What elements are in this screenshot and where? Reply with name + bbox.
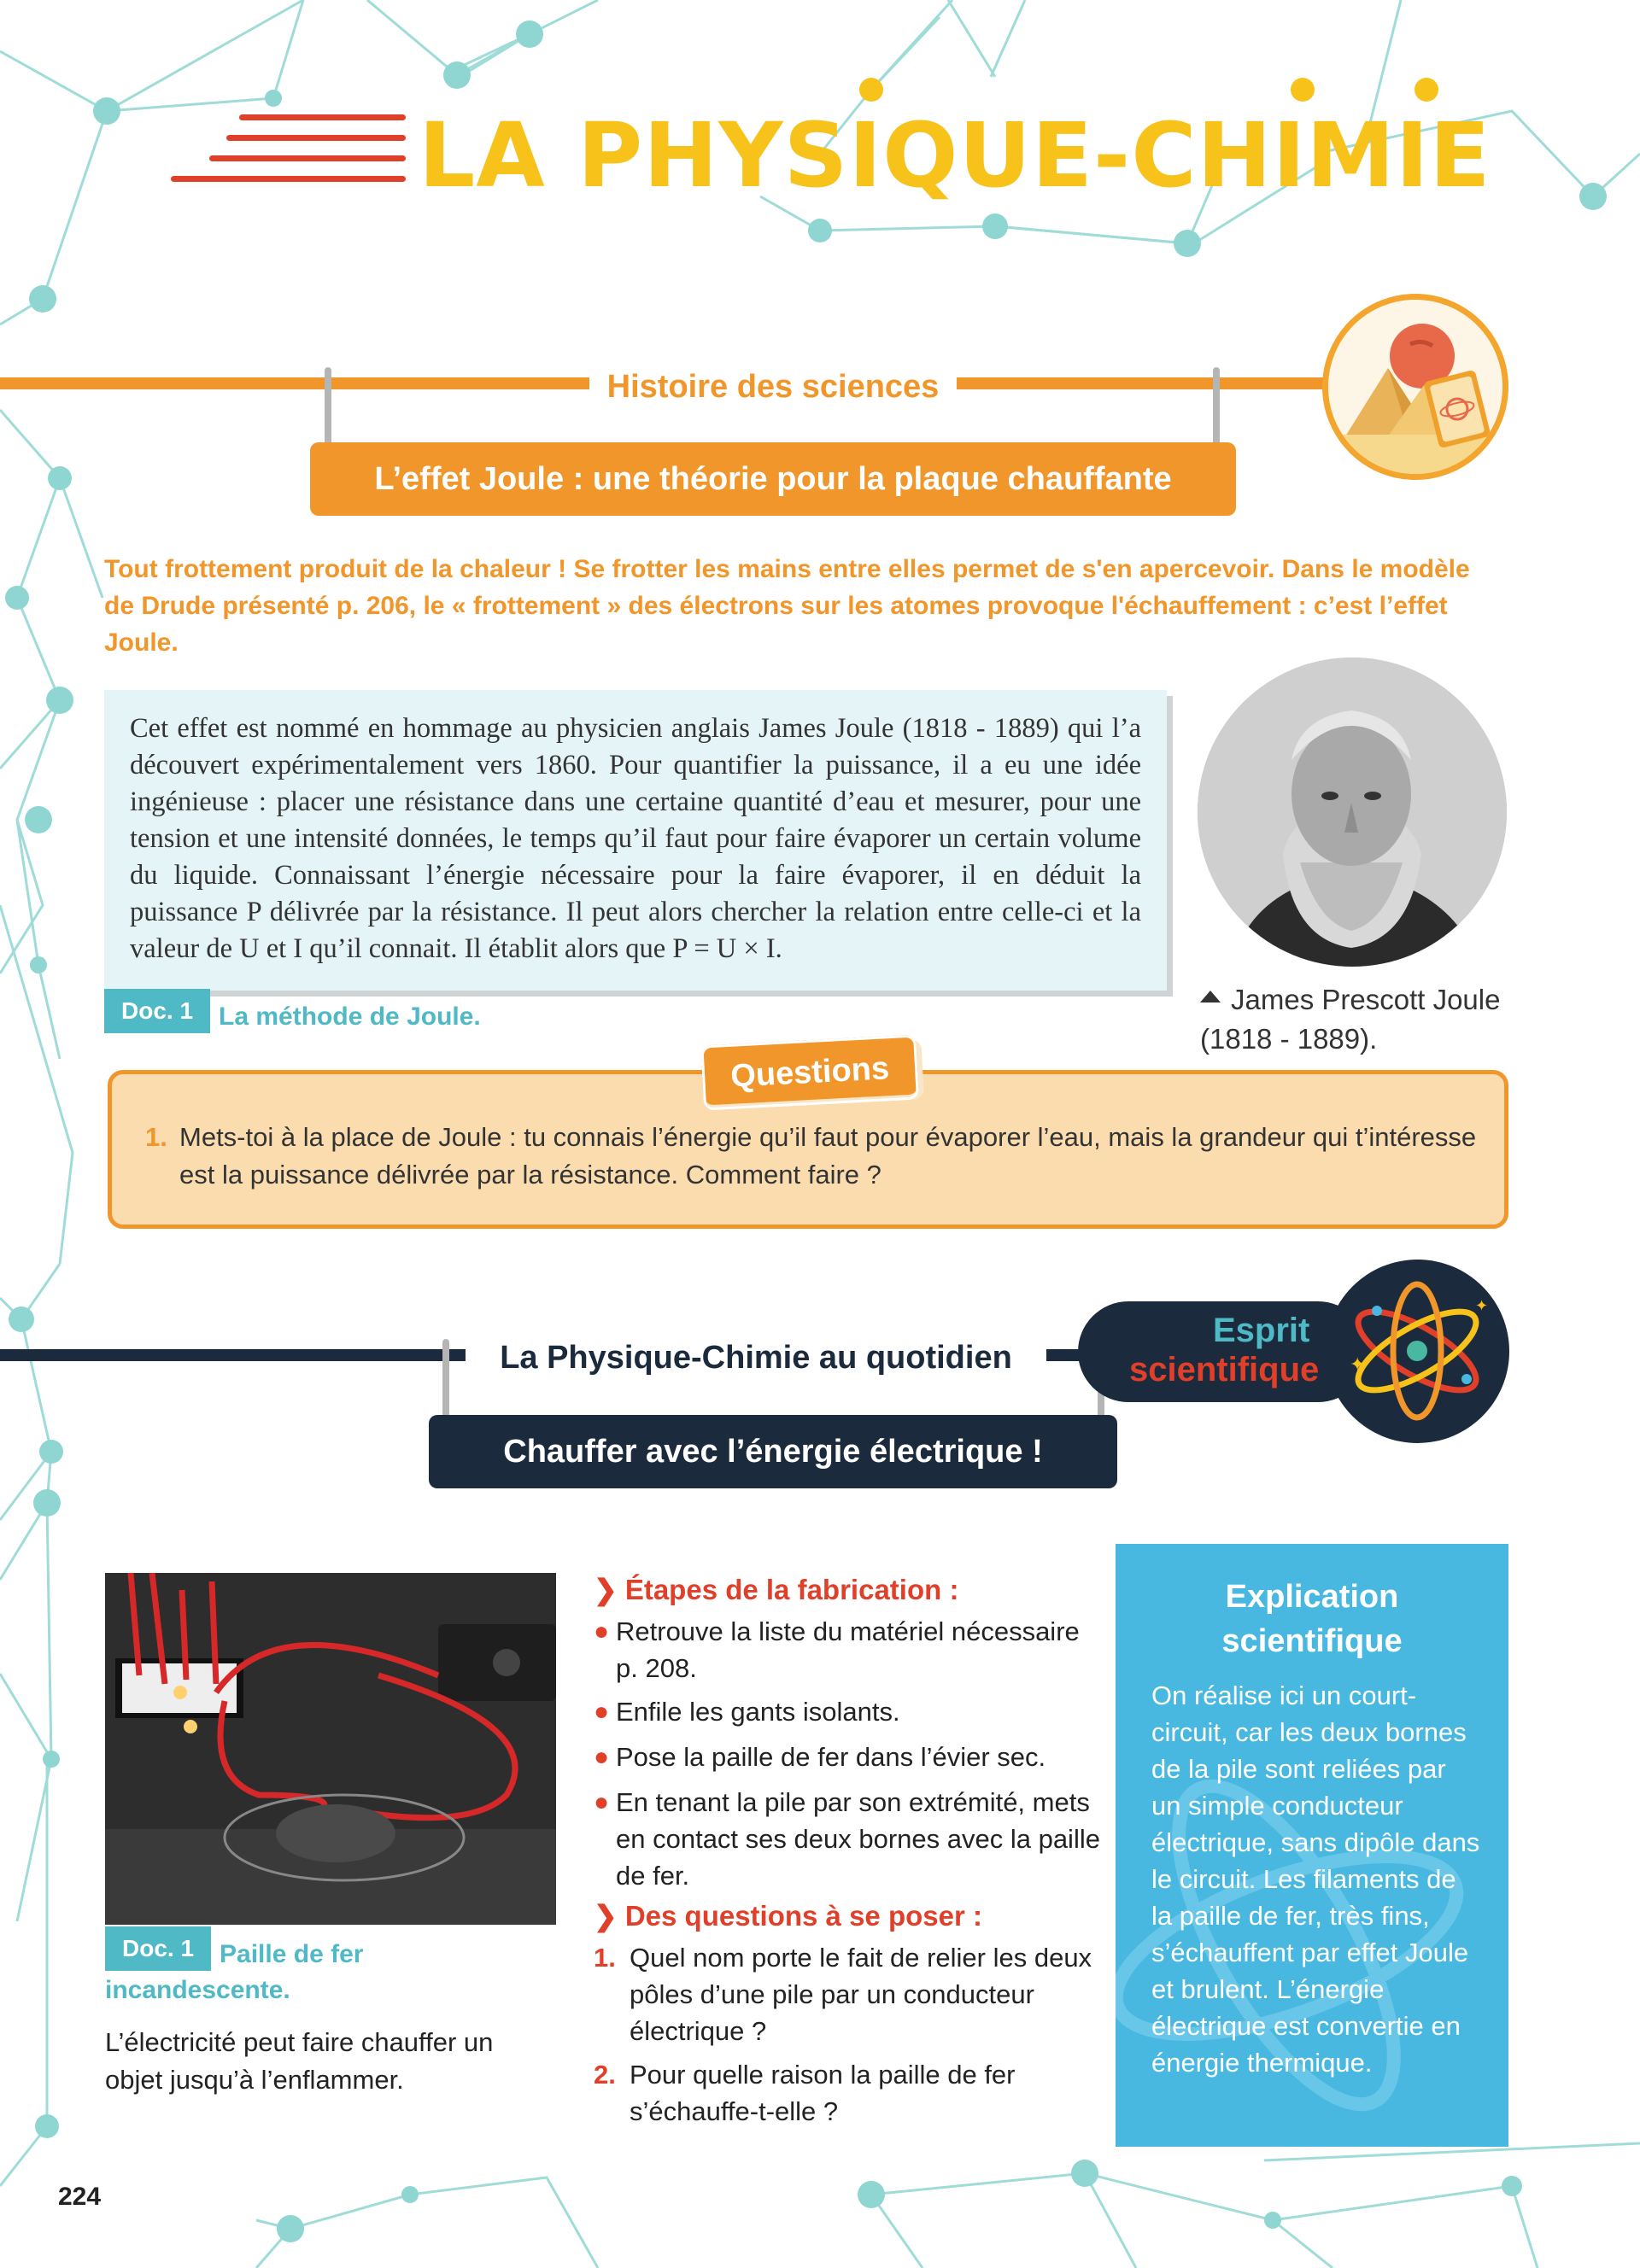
effet-joule-title: L’effet Joule : une théorie pour la plaque chauffante bbox=[310, 442, 1236, 516]
portrait-caption bbox=[1200, 980, 1525, 1059]
question-item bbox=[145, 1119, 1478, 1194]
joule-method-text: Cet effet est nommé en hommage au physicien anglais James Joule (1818 - 1889) qui l’a découvert expérimentalement vers 1860. Pour quantifier la puissance, il a eu une idée ingénieuse : placer une résistance dans une certaine quantité d’eau et mesurer, pour une tension et une intensité données, le temps qu’il faut pour faire évaporer un certain volume du liquide. Connaissant l’énergie nécessaire pour la faire évaporer, il en déduit la puissance P délivrée par la résistance. Il peut alors chercher la relation entre celle-ci et la valeur de U et I qu’il connait. Il établit alors que P = U × I. bbox=[130, 713, 1141, 964]
steps-heading-text: Étapes de la fabrication : bbox=[624, 1574, 959, 1605]
doc-tag-2: Doc. 1 bbox=[105, 1926, 211, 1971]
list-item: ● Retrouve la liste du matériel nécessaire p. 208. bbox=[594, 1613, 1106, 1686]
questions-heading: ❯ Des questions à se poser : bbox=[594, 1900, 982, 1932]
scientifique-label: scientifique bbox=[1129, 1351, 1320, 1388]
steps-column bbox=[594, 1571, 1106, 2130]
questions-heading-text: Des questions à se poser : bbox=[624, 1900, 982, 1932]
page-number: 224 bbox=[58, 2183, 102, 2211]
doc-caption-text: La méthode de Joule. bbox=[219, 1002, 481, 1031]
photo-description: L’électricité peut faire chauffer un objet jusqu’à l’enflammer. bbox=[105, 2027, 494, 2095]
list-item bbox=[594, 1939, 1106, 2049]
doc-tag: Doc. 1 bbox=[104, 989, 210, 1033]
question-number: 1. bbox=[145, 1122, 167, 1152]
doc-caption bbox=[104, 989, 481, 1033]
doc-text-box bbox=[104, 690, 1167, 991]
question-text: Pour quelle raison la paille de fer s’échauffe-t-elle ? bbox=[630, 2060, 1016, 2126]
intro-paragraph: Tout frottement produit de la chaleur ! Se frotter les mains entre elles permet de s'en apercevoir. Dans le modèle de Drude présenté p. 206, le « frottement » des électrons sur les atomes provoque l'échauffement : c’est l’effet Joule. bbox=[104, 555, 1470, 657]
steps-heading: ❯ Étapes de la fabrication : bbox=[594, 1574, 959, 1605]
step-text: Retrouve la liste du matériel nécessaire p. 208. bbox=[616, 1616, 1080, 1683]
section-label-quotidien: La Physique-Chimie au quotidien bbox=[466, 1334, 1046, 1382]
title-stripes bbox=[167, 114, 406, 193]
portrait-caption-dates: (1818 - 1889). bbox=[1200, 1023, 1378, 1055]
list-item: ● Pose la paille de fer dans l’évier sec. bbox=[594, 1739, 1106, 1775]
photo-caption-line1: Paille de fer bbox=[220, 1940, 364, 1968]
question-number: 1. bbox=[594, 1943, 616, 1973]
explanation-title bbox=[1116, 1575, 1508, 1663]
svg-text:✦: ✦ bbox=[1350, 1354, 1366, 1376]
portrait-caption-name: James Prescott Joule bbox=[1231, 984, 1501, 1015]
step-text: Enfile les gants isolants. bbox=[616, 1697, 900, 1727]
explanation-title-line2: scientifique bbox=[1221, 1623, 1403, 1659]
photo-caption-line2: incandescente. bbox=[105, 1976, 290, 2004]
caption-triangle-icon bbox=[1200, 991, 1221, 1002]
list-item: ● En tenant la pile par son extrémité, mets en contact ses deux bornes avec la paille de fer. bbox=[594, 1784, 1106, 1894]
portrait-photo bbox=[1198, 658, 1507, 967]
list-item bbox=[594, 2056, 1106, 2130]
page-title: LA PHYSIQUE-CHIMIE bbox=[419, 103, 1491, 208]
atom-icon bbox=[1326, 1260, 1509, 1443]
step-text: Pose la paille de fer dans l’évier sec. bbox=[616, 1742, 1046, 1772]
section-label-histoire: Histoire des sciences bbox=[589, 363, 957, 411]
questions-label bbox=[700, 1034, 918, 1105]
questions-label-text: Questions bbox=[700, 1034, 919, 1110]
question-number: 2. bbox=[594, 2060, 616, 2090]
esprit-label: Esprit bbox=[1213, 1312, 1310, 1349]
explanation-text: On réalise ici un court-circuit, car les deux bornes de la pile sont reliées par un simple conducteur électrique, sans dipôle dans le circuit. Les filaments de la paille de fer, très fins, s’échauffent par effet Joule et brulent. L’énergie électrique est convertie en énergie thermique. bbox=[1151, 1681, 1480, 2078]
explanation-title-line1: Explication bbox=[1225, 1579, 1399, 1615]
steel-wool-photo bbox=[105, 1573, 556, 1925]
list-item: ● Enfile les gants isolants. bbox=[594, 1693, 1106, 1730]
chauffer-title: Chauffer avec l’énergie électrique ! bbox=[429, 1415, 1117, 1488]
step-text: En tenant la pile par son extrémité, mets en contact ses deux bornes avec la paille de fer. bbox=[616, 1787, 1100, 1891]
svg-text:✦: ✦ bbox=[1475, 1297, 1489, 1315]
question-text: Mets-toi à la place de Joule : tu connais l’énergie qu’il faut pour évaporer l’eau, mais la grandeur qui t’intéresse est la puissance délivrée par la résistance. Comment faire ? bbox=[179, 1122, 1477, 1190]
explanation-box bbox=[1116, 1544, 1508, 2147]
photo-caption bbox=[105, 1926, 566, 2010]
steps-list bbox=[594, 1613, 1106, 1894]
question-text: Quel nom porte le fait de relier les deux pôles d’une pile par un conducteur électrique ? bbox=[630, 1943, 1092, 2046]
pyramids-planet-book-icon bbox=[1322, 294, 1508, 480]
